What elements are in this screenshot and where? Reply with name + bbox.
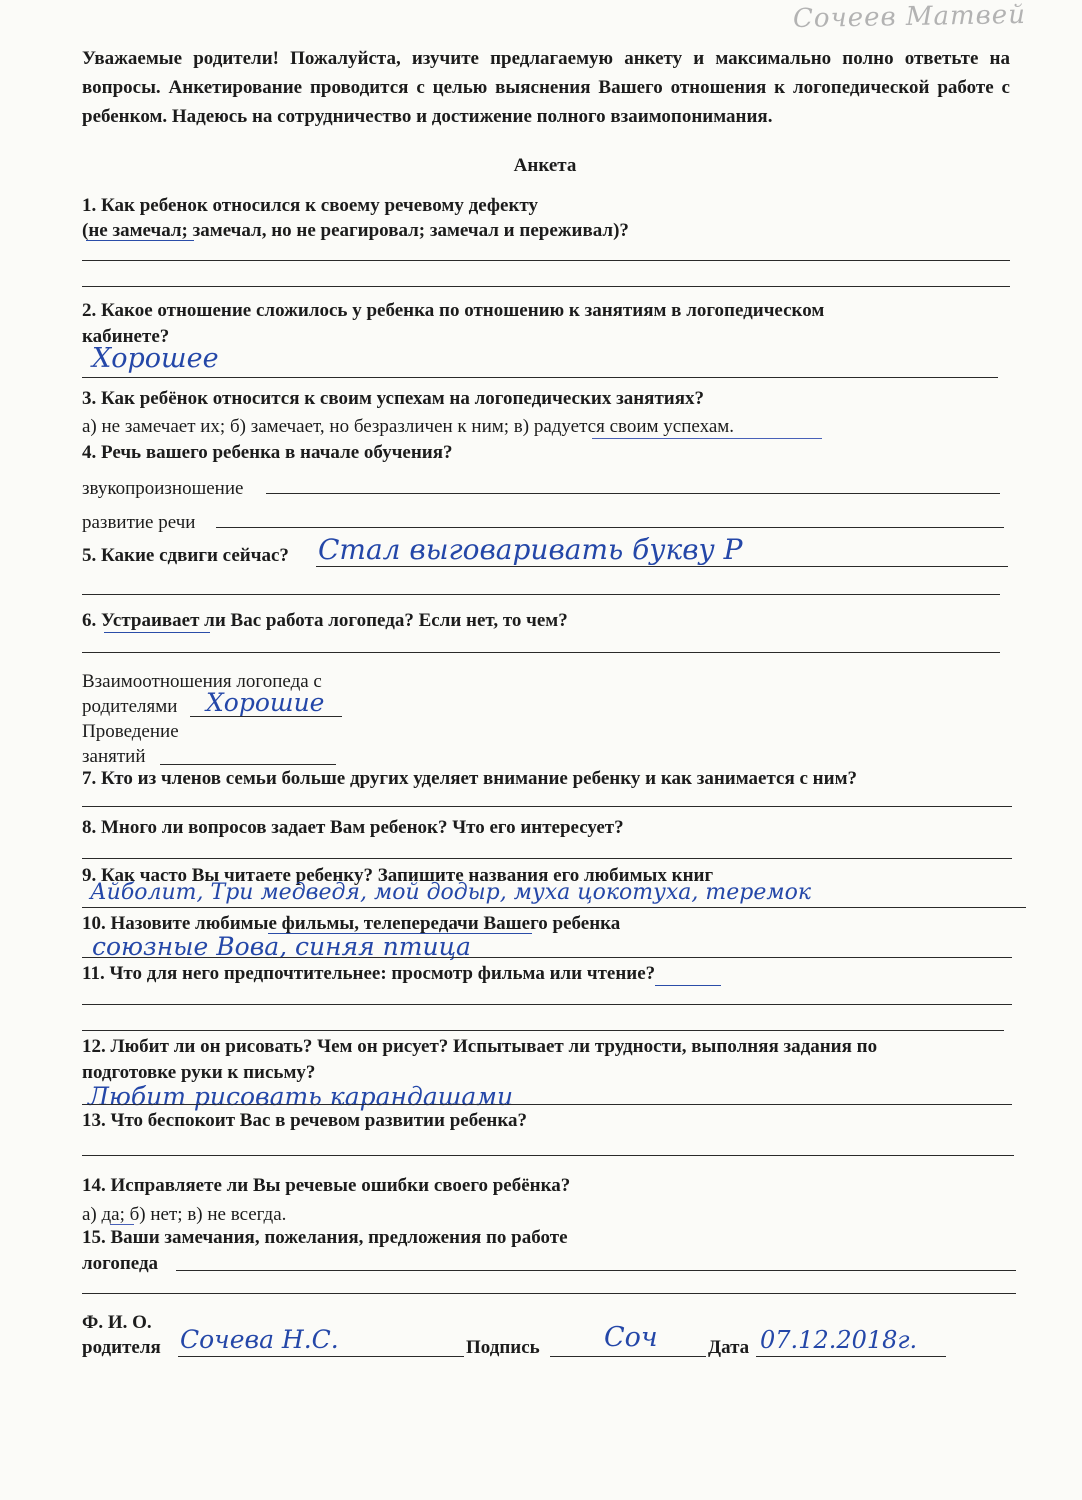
q12-answer: Любит рисовать карандашами xyxy=(88,1082,514,1111)
parent-label: родителя xyxy=(82,1337,161,1358)
q13-text: 13. Что беспокоит Вас в речевом развитии ребенка? xyxy=(82,1110,527,1131)
q1-answer-line xyxy=(82,260,1010,261)
q4-text: 4. Речь вашего ребенка в начале обучения? xyxy=(82,442,453,463)
q5-text: 5. Какие сдвиги сейчас? xyxy=(82,545,289,566)
q3-text: 3. Как ребёнок относится к своим успехам на логопедических занятиях? xyxy=(82,388,705,409)
q12-answer-line xyxy=(82,1104,1012,1105)
q10-text: 10. Назовите любимые фильмы, телепередачи Вашего ребенка xyxy=(82,913,621,934)
q7-answer-line xyxy=(82,806,1012,807)
q15-answer-line-2 xyxy=(82,1293,1016,1294)
q9-text: 9. Как часто Вы читаете ребенку? Запишите названия его любимых книг xyxy=(82,865,714,886)
q14-text: 14. Исправляете ли Вы речевые ошибки своего ребёнка? xyxy=(82,1175,571,1196)
q6-marked-underline xyxy=(104,632,210,633)
q2-text-2: кабинете? xyxy=(82,326,170,347)
q1-answer-line-2 xyxy=(82,286,1010,287)
q6-relations-label: Взаимоотношения логопеда с xyxy=(82,671,322,692)
q11-marked-underline xyxy=(655,985,721,986)
form-title: Анкета xyxy=(513,155,577,176)
q6-answer-line xyxy=(82,652,1000,653)
q6-conduct-label-2: занятий xyxy=(82,746,146,767)
q14-options: а) да; б) нет; в) не всегда. xyxy=(82,1204,287,1225)
q9-answer: Айболит, Три медведя, мой додыр, муха цокотуха, теремок xyxy=(90,880,811,905)
q6-relations-answer: Хорошие xyxy=(206,688,325,717)
q8-answer-line xyxy=(82,858,1012,859)
q7-text: 7. Кто из членов семьи больше других уделяет внимание ребенку и как занимается с ним? xyxy=(82,768,858,789)
q3-options: а) не замечает их; б) замечает, но безразличен к ним; в) радуется своим успехам. xyxy=(82,416,735,437)
q1-text: 1. Как ребенок относился к своему речевому дефекту xyxy=(82,195,538,216)
q4-sound-line xyxy=(266,493,1000,494)
q6-relations-label-2: родителями xyxy=(82,696,178,717)
q15-text: 15. Ваши замечания, пожелания, предложения по работе xyxy=(82,1227,568,1248)
q5-answer-line-2 xyxy=(82,594,1000,595)
q6-conduct-label: Проведение xyxy=(82,721,179,742)
q6-conduct-line xyxy=(160,764,336,765)
q3-selected-underline xyxy=(592,438,822,439)
corner-handwritten-note: Сочеев Матвей xyxy=(792,0,1027,35)
q5-answer-line xyxy=(316,566,1008,567)
q11-answer-line-2 xyxy=(82,1030,1004,1031)
q1-circled-mark xyxy=(86,240,194,241)
parent-name-line xyxy=(178,1356,464,1357)
q6-relations-line xyxy=(190,716,342,717)
q15-answer-line xyxy=(176,1270,1016,1271)
q2-answer: Хорошее xyxy=(92,343,219,374)
q11-text: 11. Что для него предпочтительнее: просмотр фильма или чтение? xyxy=(82,963,656,984)
intro-text: Уважаемые родители! Пожалуйста, изучите предлагаемую анкету и максимально полно ответьте на вопросы. Анкетирование проводится с целью выяснения Вашего отношения к логопедической работе с ребенком. Надеюсь на сотрудничество и достижение полного взаимопонимания. xyxy=(82,48,1010,127)
signature-mark: Соч xyxy=(604,1322,658,1353)
parent-name-answer: Сочева Н.С. xyxy=(180,1325,339,1354)
q4-speech-line xyxy=(216,527,1004,528)
q13-answer-line xyxy=(82,1155,1014,1156)
q6-text: 6. Устраивает ли Вас работа логопеда? Если нет, то чем? xyxy=(82,610,568,631)
signature-line xyxy=(550,1356,706,1357)
q5-answer: Стал выговаривать букву Р xyxy=(318,533,743,566)
date-answer: 07.12.2018г. xyxy=(760,1326,918,1354)
q9-answer-line xyxy=(82,907,1026,908)
q4-sound-label: звукопроизношение xyxy=(82,478,244,499)
q1-options: (не замечал; замечал, но не реагировал; замечал и переживал)? xyxy=(82,220,629,241)
date-label: Дата xyxy=(708,1337,750,1358)
q11-answer-line xyxy=(82,1004,1012,1005)
q4-speech-label: развитие речи xyxy=(82,512,196,533)
fio-label: Ф. И. О. xyxy=(82,1312,152,1333)
signature-label: Подпись xyxy=(466,1337,540,1358)
date-line xyxy=(756,1356,946,1357)
q10-answer: союзные Вова, синяя птица xyxy=(92,932,471,961)
q12-text: 12. Любит ли он рисовать? Чем он рисует? Испытывает ли трудности, выполняя задания по xyxy=(82,1036,878,1057)
q15-text-2: логопеда xyxy=(82,1253,159,1274)
q10-answer-line xyxy=(82,957,1012,958)
q2-answer-line xyxy=(82,377,998,378)
q2-text: 2. Какое отношение сложилось у ребенка по отношению к занятиям в логопедическом xyxy=(82,300,825,321)
q12-text-2: подготовке руки к письму? xyxy=(82,1062,316,1083)
q8-text: 8. Много ли вопросов задает Вам ребенок? Что его интересует? xyxy=(82,817,624,838)
